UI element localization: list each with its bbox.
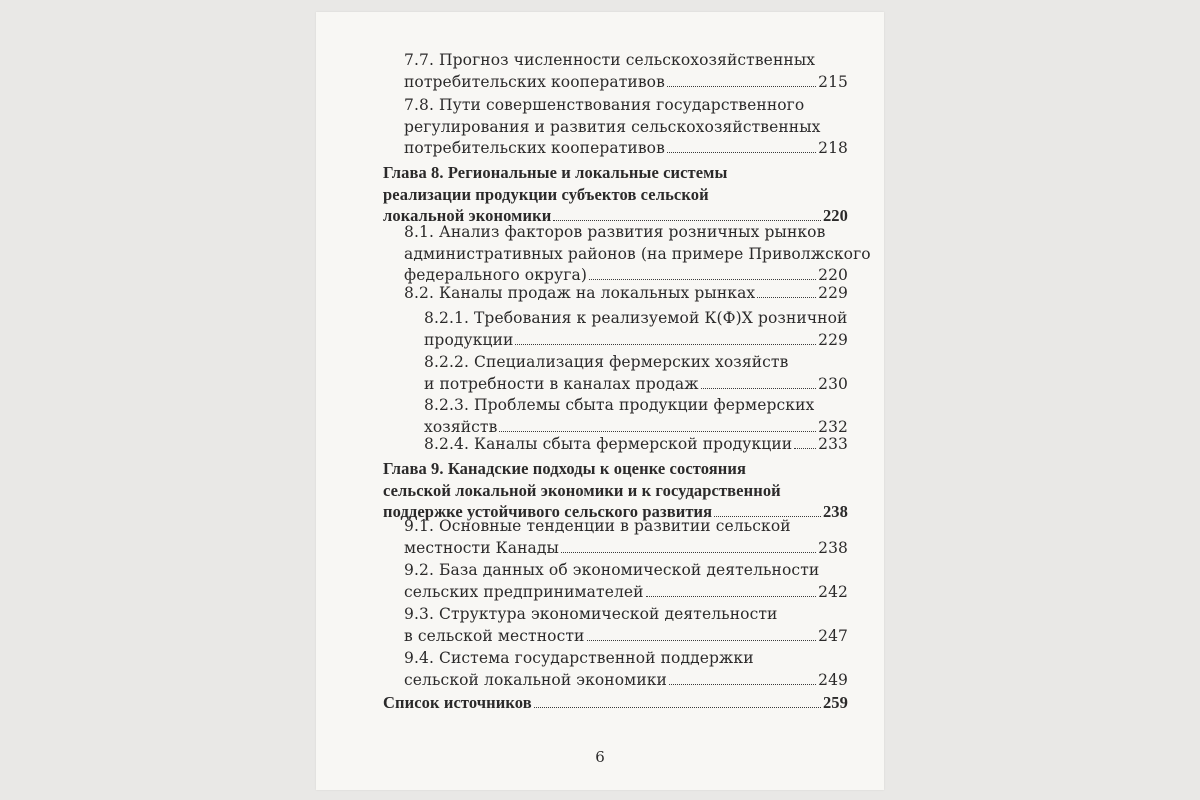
toc-entry-8-2-3[interactable] (424, 395, 848, 438)
toc-entry-text: 9.2. База данных об экономической деятельности (404, 561, 820, 579)
toc-page-number: 229 (818, 330, 848, 349)
dot-leader (587, 640, 817, 641)
toc-page-number: 232 (818, 417, 848, 436)
toc-entry-9-2[interactable] (404, 560, 848, 603)
toc-entry-chapter-8[interactable] (383, 162, 848, 227)
toc-entry-text: 8.1. Анализ факторов развития розничных рынков (404, 223, 826, 241)
toc-entry-references[interactable] (383, 692, 848, 714)
toc-entry-text: сельской локальной экономики и к государственной (383, 480, 781, 500)
toc-page-number: 233 (818, 435, 848, 453)
dot-leader (794, 448, 816, 449)
toc-entry-text: 8.2. Каналы продаж на локальных рынках (404, 284, 756, 302)
toc-page-number: 215 (818, 72, 848, 91)
toc-page-number: 220 (822, 206, 848, 225)
toc-page-number: 229 (818, 284, 848, 302)
toc-entry-text: 7.8. Пути совершенствования государственного (404, 96, 805, 114)
toc-page-number: 238 (818, 538, 848, 557)
toc-entry-8-2-2[interactable] (424, 352, 848, 395)
toc-entry-text: 8.2.2. Специализация фермерских хозяйств (424, 353, 789, 371)
toc-entry-text: хозяйств (424, 417, 498, 436)
toc-entry-text: в сельской местности (404, 626, 585, 645)
toc-entry-9-1[interactable] (404, 516, 848, 559)
toc-page-number: 230 (818, 374, 848, 393)
toc-entry-text: поддержке устойчивого сельского развития (383, 502, 713, 521)
book-page (316, 12, 884, 790)
toc-page-number: 220 (818, 266, 848, 284)
toc-entry-7-7[interactable] (404, 50, 848, 93)
table-of-contents (316, 12, 884, 790)
dot-leader (667, 86, 816, 87)
toc-entry-8-1[interactable] (404, 222, 871, 287)
toc-page-number: 238 (822, 502, 848, 521)
toc-entry-text: сельских предпринимателей (404, 582, 644, 601)
dot-leader (553, 220, 821, 221)
toc-entry-text: реализации продукции субъектов сельской (383, 184, 709, 204)
toc-entry-text: 9.1. Основные тенденции в развитии сельской (404, 517, 791, 535)
dot-leader (757, 297, 816, 298)
toc-entry-text: административных районов (на примере Приволжского (404, 244, 871, 263)
toc-page-number: 247 (818, 626, 848, 645)
toc-entry-text: и потребности в каналах продаж (424, 374, 699, 393)
dot-leader (499, 431, 816, 432)
dot-leader (589, 279, 816, 280)
toc-entry-text: Глава 9. Канадские подходы к оценке состояния (383, 459, 747, 478)
toc-entry-text: регулирования и развития сельскохозяйственных (404, 117, 821, 136)
page-number: 6 (595, 748, 605, 766)
toc-page-number: 242 (818, 582, 848, 601)
toc-entry-text: Список источников (383, 693, 532, 712)
toc-entry-chapter-9[interactable] (383, 458, 848, 523)
toc-entry-text: 7.7. Прогноз численности сельскохозяйственных (404, 51, 816, 69)
toc-entry-text: локальной экономики (383, 206, 552, 225)
dot-leader (646, 596, 816, 597)
dot-leader (561, 552, 816, 553)
toc-page-number: 218 (818, 139, 848, 157)
dot-leader (515, 344, 816, 345)
toc-entry-9-4[interactable] (404, 648, 848, 691)
toc-page-number: 259 (822, 693, 848, 712)
toc-entry-text: 8.2.1. Требования к реализуемой К(Ф)Х розничной (424, 309, 848, 327)
toc-entry-text: местности Канады (404, 538, 559, 557)
dot-leader (534, 707, 821, 708)
toc-entry-text: 8.2.4. Каналы сбыта фермерской продукции (424, 435, 793, 453)
toc-page-number: 249 (818, 670, 848, 689)
toc-entry-9-3[interactable] (404, 604, 848, 647)
dot-leader (667, 152, 816, 153)
toc-entry-8-2-4[interactable] (424, 434, 848, 456)
dot-leader (701, 388, 816, 389)
toc-entry-text: 9.3. Структура экономической деятельности (404, 605, 778, 623)
toc-entry-text: 9.4. Система государственной поддержки (404, 649, 754, 667)
toc-entry-text: продукции (424, 330, 514, 349)
toc-entry-text: потребительских кооперативов (404, 72, 665, 91)
toc-entry-text: сельской локальной экономики (404, 670, 667, 689)
toc-entry-7-8[interactable] (404, 95, 848, 160)
toc-entry-text: федерального округа) (404, 266, 587, 284)
toc-entry-text: потребительских кооперативов (404, 139, 665, 157)
toc-entry-text: 8.2.3. Проблемы сбыта продукции фермерских (424, 396, 815, 414)
dot-leader (669, 684, 816, 685)
toc-entry-8-2-1[interactable] (424, 308, 848, 351)
toc-entry-text: Глава 8. Региональные и локальные системы (383, 163, 728, 182)
toc-entry-8-2[interactable] (404, 283, 848, 305)
